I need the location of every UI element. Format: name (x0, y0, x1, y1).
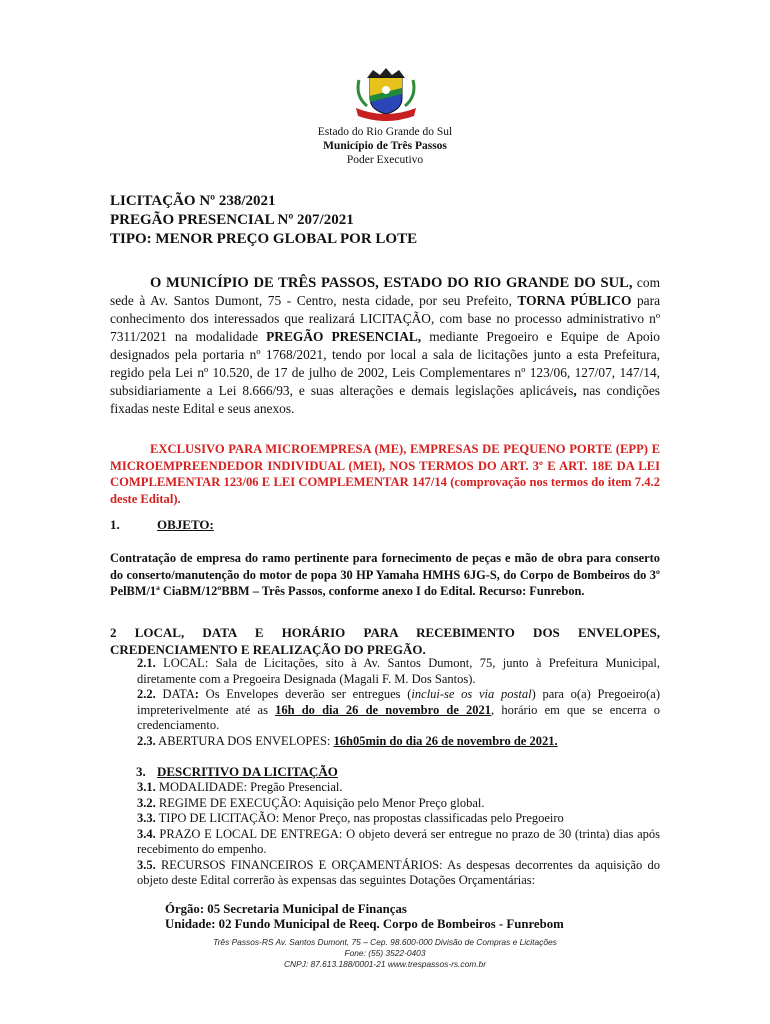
item-2-3: 2.3. ABERTURA DOS ENVELOPES: 16h05min do dia 26 de novembro de 2021. (137, 733, 558, 748)
state-name: Estado do Rio Grande do Sul (317, 126, 453, 138)
document-titles (110, 192, 417, 249)
item-3-5: 3.5. RECURSOS FINANCEIROS E ORÇAMENTÁRIOS: As despesas decorrentes da aquisição do objeto deste Edital correrão às expensas das seguintes Dotações Orçamentárias: (137, 857, 660, 887)
intro-text-4: nas condições fixadas neste Edital e seus anexos. (110, 383, 660, 416)
pregao-number: PREGÃO PRESENCIAL Nº 207/2021 (110, 212, 354, 228)
intro-paragraph (110, 274, 660, 418)
intro-text-1: com sede à Av. Santos Dumont, 75 - Centro, nesta cidade, por seu Prefeito, (110, 275, 660, 308)
intro-text-2: para conhecimento dos interessados que realizará LICITAÇÃO, com base no processo administrativo nº 7311/2021 na modalidade (110, 293, 661, 344)
licitacao-number: LICITAÇÃO Nº 238/2021 (110, 193, 276, 209)
orgao-line: Órgão: 05 Secretaria Municipal de Finanças (165, 902, 407, 916)
tipo-label: TIPO: MENOR PREÇO GLOBAL POR LOTE (110, 231, 418, 247)
section-1-title: OBJETO: (157, 517, 214, 532)
item-3-1: 3.1. MODALIDADE: Pregão Presencial. (137, 780, 343, 794)
executive-power: Poder Executivo (346, 154, 424, 166)
coat-of-arms-icon (353, 66, 419, 122)
section-2-title: 2 LOCAL, DATA E HORÁRIO PARA RECEBIMENTO DOS ENVELOPES, CREDENCIAMENTO E REALIZAÇÃO DO PREGÃO. (110, 625, 660, 657)
item-3-3: 3.3. TIPO DE LICITAÇÃO: Menor Preço, nas propostas classificadas pelo Pregoeiro (137, 811, 564, 825)
opening-date: 16h05min do dia 26 de novembro de 2021. (333, 733, 558, 748)
unidade-line: Unidade: 02 Fundo Municipal de Reeq. Corpo de Bombeiros - Funrebom (165, 917, 564, 931)
envelope-deadline: 16h do dia 26 de novembro de 2021 (275, 702, 492, 717)
intro-torna-publico: TORNA PÚBLICO (517, 293, 632, 308)
item-3-2: 3.2. REGIME DE EXECUÇÃO: Aquisição pelo Menor Preço global. (137, 795, 485, 810)
municipality-name: Município de Três Passos (323, 140, 447, 152)
item-2-1: 2.1. LOCAL: Sala de Licitações, sito à Av. Santos Dumont, 75, junto à Prefeitura Municipal, diretamente com a Pregoeira Designada (Magali F. M. Dos Santos). (137, 656, 660, 686)
item-2-2: 2.2. DATA: Os Envelopes deverão ser entregues (inclui-se os via postal) para o(a) Pregoeiro(a) impreterivelmente até as 16h do dia 26 de novembro de 2021, horário em que se encerra o credenciamento. (137, 687, 660, 732)
item-3-4: 3.4. PRAZO E LOCAL DE ENTREGA: O objeto deverá ser entregue no prazo de 30 (trinta) dias após recebimento do empenho. (137, 826, 660, 856)
section-3-title: DESCRITIVO DA LICITAÇÃO (157, 764, 338, 779)
exclusive-notice: EXCLUSIVO PARA MICROEMPRESA (ME), EMPRESAS DE PEQUENO PORTE (EPP) E MICROEMPREENDEDOR INDIVIDUAL (MEI), NOS TERMOS DO ART. 3º E ART. 18E DA LEI COMPLEMENTAR 123/06 E LEI COMPLEMENTAR 147/14 (comprovação nos termos do item 7.4.2 deste Edital). (110, 442, 660, 506)
footer-cnpj: CNPJ: 87.613.188/0001-21 www.trespassos-rs.com.br (283, 959, 487, 969)
footer-address: Três Passos-RS Av. Santos Dumont, 75 – Cep. 98.600-000 Divisão de Compras e Licitações (213, 937, 557, 947)
intro-municipality: O MUNICÍPIO DE TRÊS PASSOS, ESTADO DO RIO GRANDE DO SUL, (150, 275, 633, 291)
intro-comma: , (573, 383, 577, 398)
section-3-number: 3. (136, 764, 146, 779)
section-2-items (137, 656, 660, 749)
section-1-text: Contratação de empresa do ramo pertinente para fornecimento de peças e mão de obra para conserto do conserto/manutenção do motor de popa 30 HP Yamaha HMHS 6JG-S, do Corpo de Bombeiros do 3º PelBM/1ª CiaBM/12ºBBM – Três Passos, conforme anexo I do Edital. Recurso: Funrebon. (110, 551, 660, 598)
intro-modalidade: PREGÃO PRESENCIAL, (266, 329, 422, 344)
section-1-number: 1. (110, 517, 120, 532)
intro-text-3: mediante Pregoeiro e Equipe de Apoio designados pela portaria nº 1768/2021, tendo por local a sala de licitações junto a esta Prefeitura, regido pela Lei nº 10.520, de 17 de julho de 2002, Leis Complementares nº 123/06, 127/07, 147/14, subsidiariamente a Lei 8.666/93, e suas alterações e demais legislações aplicáveis (110, 329, 660, 398)
section-3-items (137, 780, 660, 889)
footer-phone: Fone: (55) 3522-0403 (344, 948, 426, 958)
